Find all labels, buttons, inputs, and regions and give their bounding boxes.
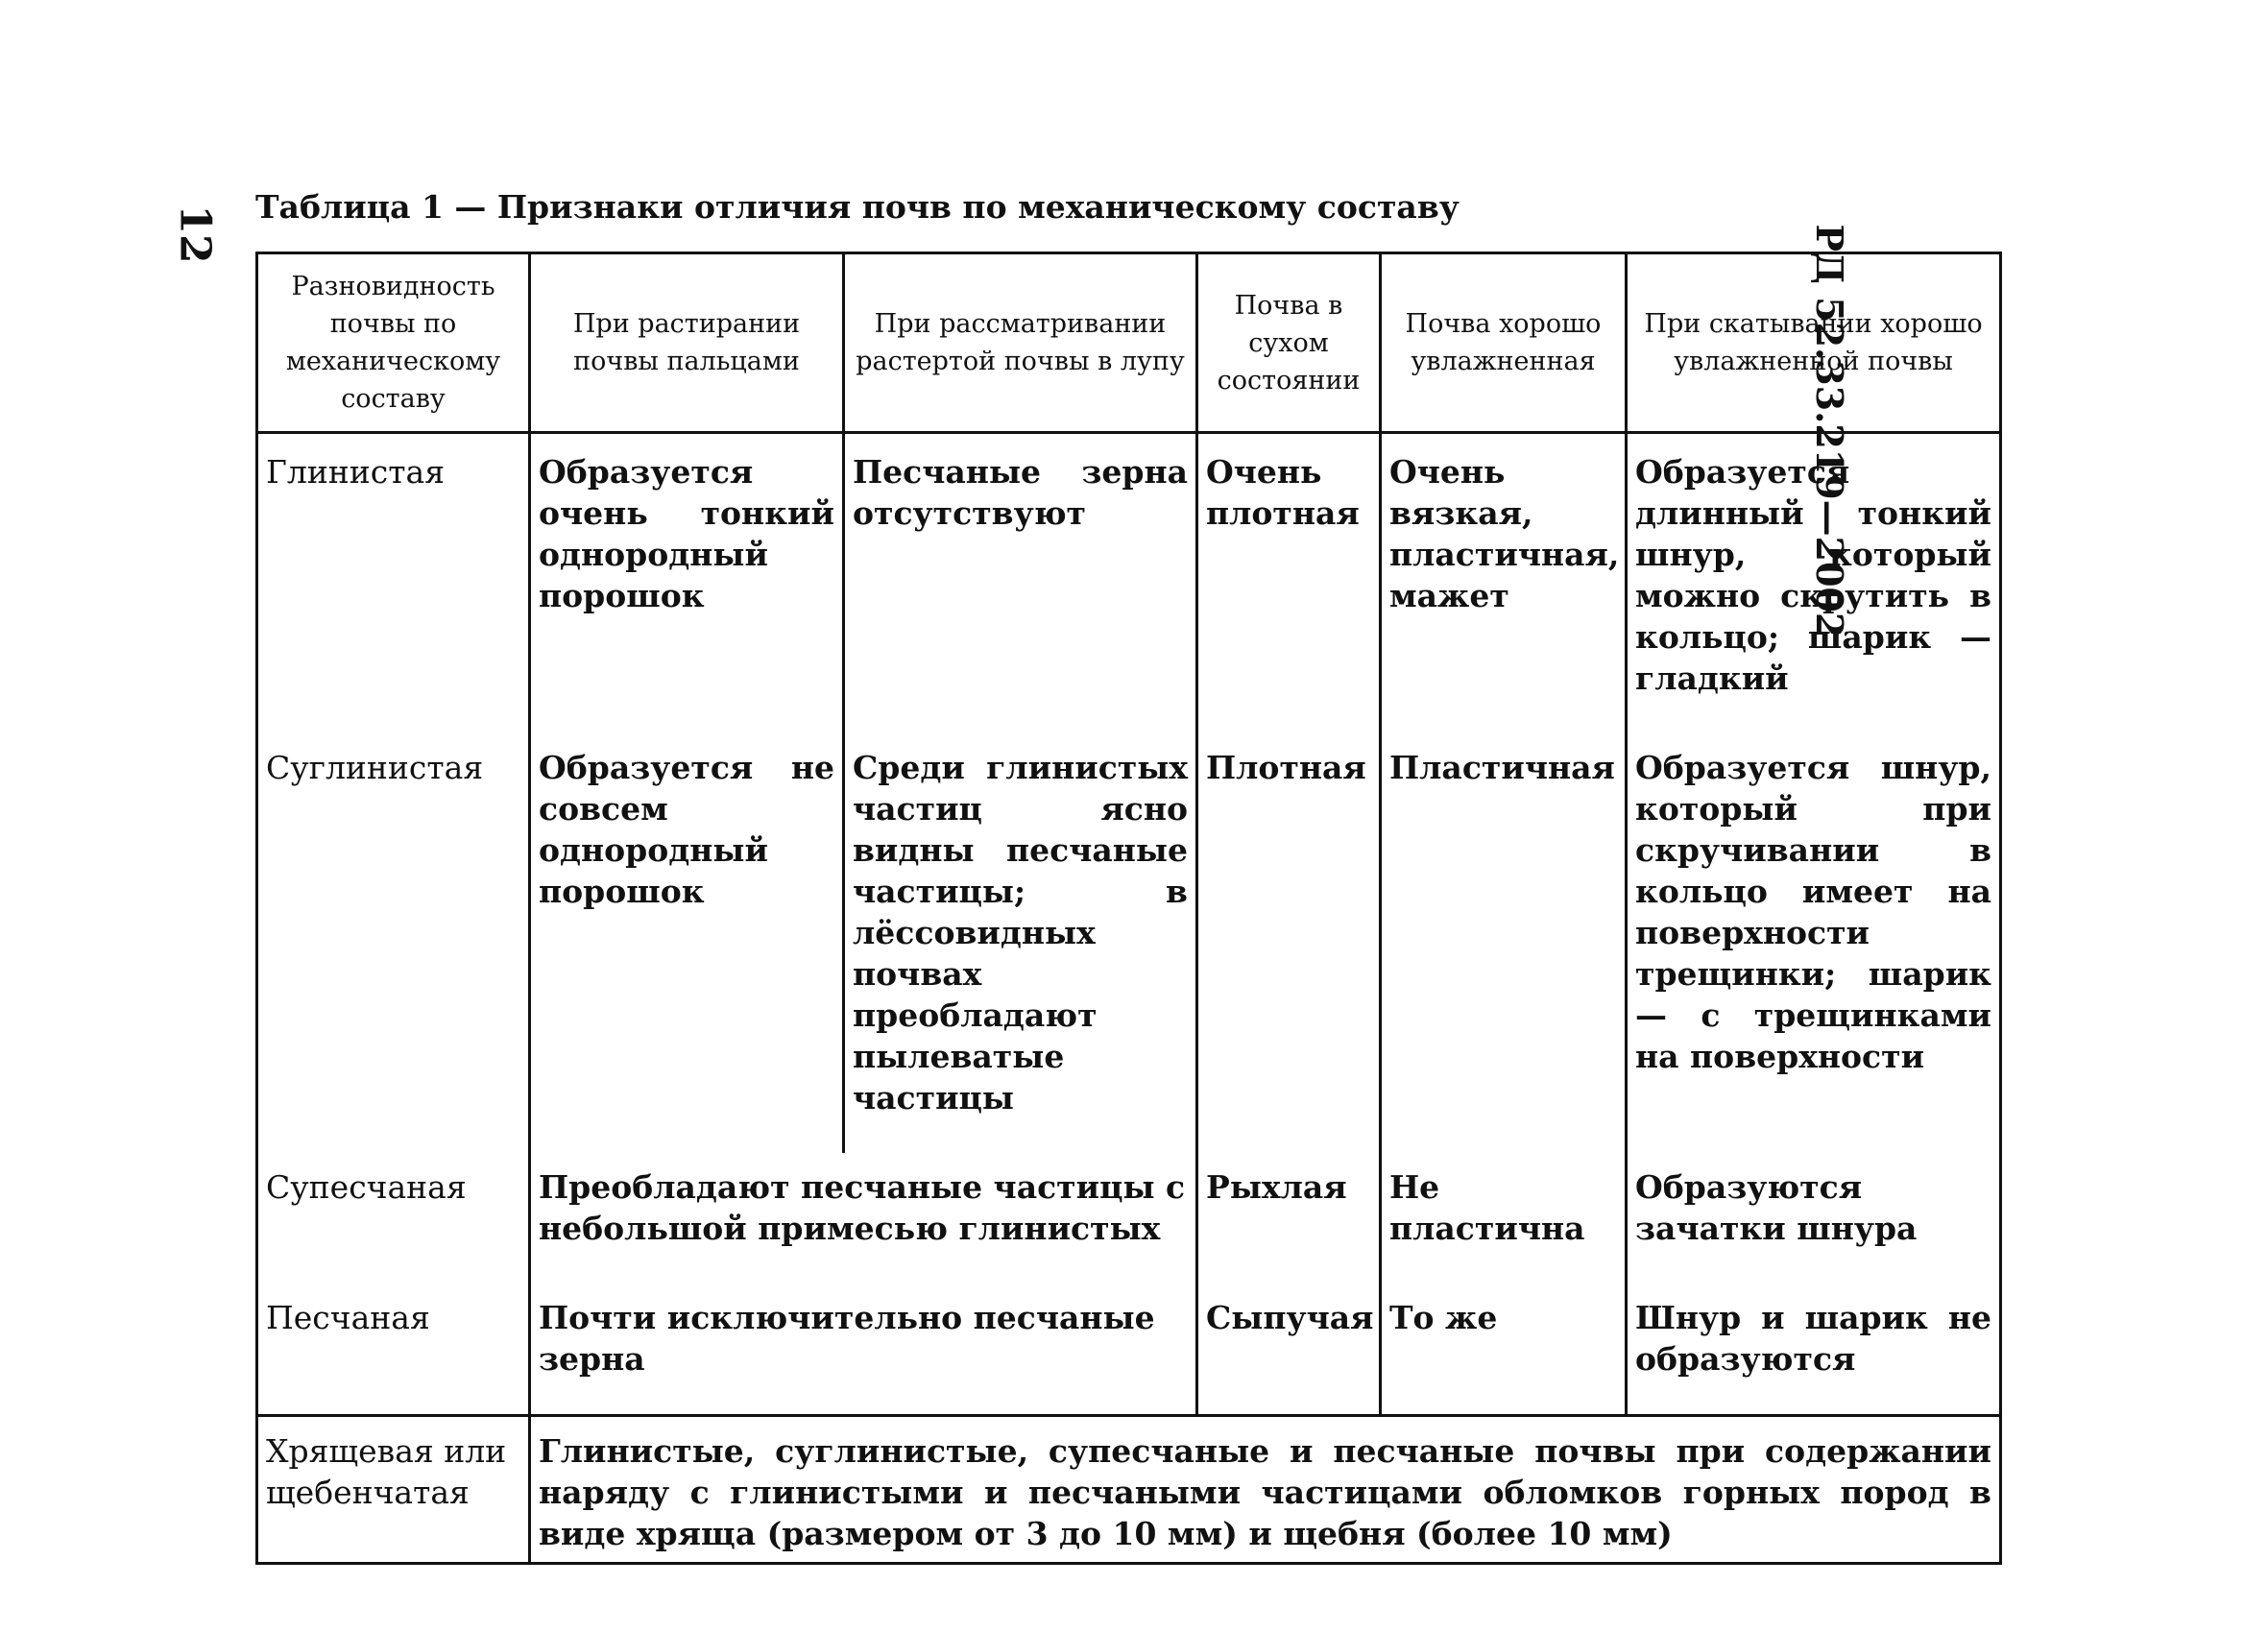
table-row	[257, 733, 2001, 1153]
combined-cell: Почти исключительно песчаные зерна	[530, 1284, 1197, 1416]
magnifier-cell: Среди глинистых частиц ясно видны песчаные частицы; в лёссовидных почвах преобладают пылеватые частицы	[844, 733, 1197, 1153]
rolling-cell: Образуются зачатки шнура	[1627, 1153, 2001, 1284]
table-row	[257, 1416, 2001, 1564]
table-row	[257, 433, 2001, 734]
description-cell: Глинистые, суглинистые, супесчаные и песчаные почвы при содержании наряду с глинистыми и песчаными частицами обломков горных пород в виде хряща (размером от 3 до 10 мм) и щебня (более 10 мм)	[530, 1416, 2001, 1564]
soil-table	[255, 252, 2002, 1565]
combined-cell: Преобладают песчаные частицы с небольшой примесью глинистых	[530, 1153, 1197, 1284]
wet-cell: Очень вязкая, пластичная, мажет	[1381, 433, 1627, 734]
rolling-cell: Образуется длинный тонкий шнур, который можно скрутить в кольцо; шарик — гладкий	[1627, 433, 2001, 734]
rubbing-cell: Образуется очень тонкий однородный порошок	[530, 433, 844, 734]
dry-cell: Сыпучая	[1197, 1284, 1381, 1416]
wet-cell: Не пластична	[1381, 1153, 1627, 1284]
dry-cell: Очень плотная	[1197, 433, 1381, 734]
table-row	[257, 1284, 2001, 1416]
soil-type-cell: Супесчаная	[257, 1153, 530, 1284]
rubbing-cell: Образуется не совсем однородный порошок	[530, 733, 844, 1153]
rolling-cell: Образуется шнур, который при скручивании в кольцо имеет на поверхности трещинки; шарик — с трещинками на поверхности	[1627, 733, 2001, 1153]
dry-cell: Рыхлая	[1197, 1153, 1381, 1284]
header-rubbing: При растирании почвы пальцами	[530, 253, 844, 433]
header-dry: Почва в сухом состоянии	[1197, 253, 1381, 433]
dry-cell: Плотная	[1197, 733, 1381, 1153]
soil-type-cell: Суглинистая	[257, 733, 530, 1153]
header-magnifier: При рассматривании растертой почвы в лупу	[844, 253, 1197, 433]
wet-cell: Пластичная	[1381, 733, 1627, 1153]
table-title: Таблица 1 — Признаки отличия почв по механическому составу	[255, 188, 1460, 226]
header-rolling: При скатывании хорошо увлажненной почвы	[1627, 253, 2001, 433]
header-soil-type: Разновидность почвы по механическому составу	[257, 253, 530, 433]
rolling-cell: Шнур и шарик не образуются	[1627, 1284, 2001, 1416]
magnifier-cell: Песчаные зерна отсутствуют	[844, 433, 1197, 734]
header-wet: Почва хорошо увлажненная	[1381, 253, 1627, 433]
table-header	[257, 253, 2001, 433]
header-row	[257, 253, 2001, 433]
table-row	[257, 1153, 2001, 1284]
soil-type-cell: Глинистая	[257, 433, 530, 734]
soil-type-cell: Песчаная	[257, 1284, 530, 1416]
page-number: 12	[170, 204, 220, 264]
wet-cell: То же	[1381, 1284, 1627, 1416]
soil-type-cell: Хрящевая или щебенчатая	[257, 1416, 530, 1564]
table-body	[257, 433, 2001, 1564]
document-code: РД 52.33.219—2002	[1808, 224, 1851, 638]
